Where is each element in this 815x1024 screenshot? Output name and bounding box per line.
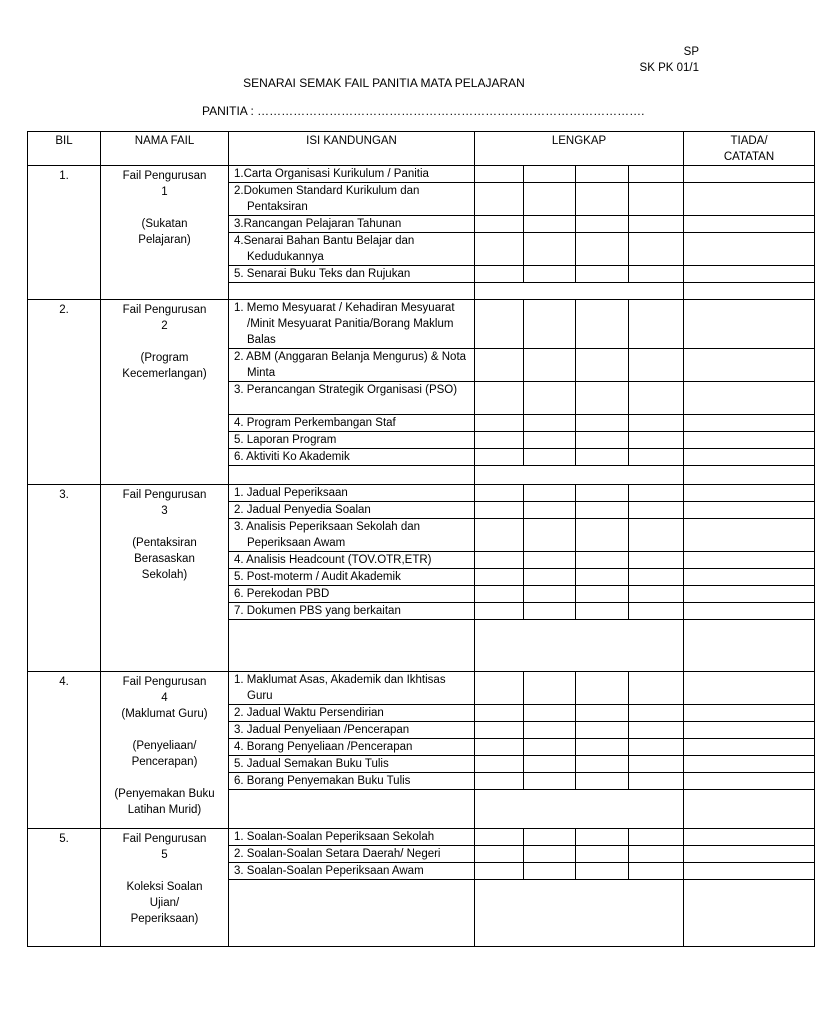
lengkap-check-cell[interactable] [475, 739, 524, 756]
file-description-line: Berasaskan [134, 553, 195, 565]
content-item-text: 5. Jadual Semakan Buku Tulis [234, 758, 389, 770]
content-item [229, 756, 475, 773]
lengkap-check-cell[interactable] [475, 183, 524, 216]
catatan-cell[interactable] [684, 449, 815, 466]
file-description [101, 786, 228, 818]
lengkap-check-cell[interactable] [524, 183, 576, 216]
file-name-line: 1 [161, 186, 168, 198]
checklist-body [28, 166, 815, 947]
lengkap-check-cell[interactable] [475, 502, 524, 519]
section-file-name [101, 166, 229, 300]
lengkap-check-cell[interactable] [576, 382, 629, 415]
section-file-name [101, 300, 229, 485]
content-item [229, 382, 475, 415]
content-item [229, 485, 475, 502]
lengkap-check-cell[interactable] [629, 266, 684, 283]
lengkap-check-cell[interactable] [629, 829, 684, 846]
content-item [229, 586, 475, 603]
lengkap-check-cell[interactable] [524, 773, 576, 790]
content-item [229, 863, 475, 880]
spacer-catatan-cell [684, 790, 815, 829]
lengkap-check-cell[interactable] [524, 672, 576, 705]
lengkap-check-cell[interactable] [629, 863, 684, 880]
content-item [229, 773, 475, 790]
lengkap-check-cell[interactable] [629, 773, 684, 790]
content-item-text: 3.Rancangan Pelajaran Tahunan [234, 218, 402, 230]
lengkap-check-cell[interactable] [576, 672, 629, 705]
content-item-text: 1. Maklumat Asas, Akademik dan Ikhtisas Guru [234, 674, 446, 702]
file-name-line: 2 [161, 320, 168, 332]
lengkap-check-cell[interactable] [475, 449, 524, 466]
content-item [229, 349, 475, 382]
file-name-line: 4 [161, 692, 168, 704]
lengkap-check-cell[interactable] [475, 863, 524, 880]
checklist-item-row [28, 300, 815, 349]
lengkap-check-cell[interactable] [629, 432, 684, 449]
content-item-text: 5. Laporan Program [234, 434, 337, 446]
file-description-line: (Penyemakan Buku [114, 788, 215, 800]
lengkap-check-cell[interactable] [576, 756, 629, 773]
content-item-text: 1. Soalan-Soalan Peperiksaan Sekolah [234, 831, 435, 843]
lengkap-check-cell[interactable] [629, 569, 684, 586]
lengkap-check-cell[interactable] [524, 569, 576, 586]
catatan-cell[interactable] [684, 672, 815, 705]
lengkap-check-cell[interactable] [475, 672, 524, 705]
lengkap-check-cell[interactable] [475, 519, 524, 552]
lengkap-check-cell[interactable] [475, 705, 524, 722]
content-item [229, 846, 475, 863]
lengkap-check-cell[interactable] [576, 233, 629, 266]
lengkap-check-cell[interactable] [524, 216, 576, 233]
lengkap-check-cell[interactable] [475, 773, 524, 790]
lengkap-check-cell[interactable] [629, 449, 684, 466]
catatan-cell[interactable] [684, 349, 815, 382]
lengkap-check-cell[interactable] [576, 485, 629, 502]
spacer-lengkap-cell [475, 880, 684, 947]
content-item-text: 2. Jadual Waktu Persendirian [234, 707, 384, 719]
lengkap-check-cell[interactable] [629, 586, 684, 603]
content-item-text: 2. Soalan-Soalan Setara Daerah/ Negeri [234, 848, 441, 860]
lengkap-check-cell[interactable] [629, 705, 684, 722]
content-item [229, 415, 475, 432]
lengkap-check-cell[interactable] [524, 502, 576, 519]
file-name-line: Fail Pengurusan [122, 676, 207, 688]
spacer-isi-cell [229, 466, 475, 485]
lengkap-check-cell[interactable] [524, 722, 576, 739]
lengkap-check-cell[interactable] [475, 300, 524, 349]
section-number: 5. [28, 829, 101, 947]
content-item [229, 722, 475, 739]
panitia-field: PANITIA : ……………………………………………………………………………………. [202, 104, 645, 118]
lengkap-check-cell[interactable] [576, 166, 629, 183]
content-item [229, 300, 475, 349]
lengkap-check-cell[interactable] [524, 432, 576, 449]
content-item-text: 4. Program Perkembangan Staf [234, 417, 396, 429]
lengkap-check-cell[interactable] [524, 300, 576, 349]
content-item-text: 1. Memo Mesyuarat / Kehadiran Mesyuarat /Minit Mesyuarat Panitia/Borang Maklum Balas [234, 302, 455, 346]
lengkap-check-cell[interactable] [524, 349, 576, 382]
lengkap-check-cell[interactable] [524, 586, 576, 603]
spacer-isi-cell [229, 620, 475, 672]
lengkap-check-cell[interactable] [524, 705, 576, 722]
lengkap-check-cell[interactable] [576, 603, 629, 620]
catatan-cell[interactable] [684, 569, 815, 586]
lengkap-check-cell[interactable] [629, 183, 684, 216]
lengkap-check-cell[interactable] [524, 166, 576, 183]
lengkap-check-cell[interactable] [576, 773, 629, 790]
content-item [229, 166, 475, 183]
file-description [101, 879, 228, 927]
lengkap-check-cell[interactable] [475, 722, 524, 739]
lengkap-check-cell[interactable] [576, 415, 629, 432]
lengkap-check-cell[interactable] [576, 552, 629, 569]
lengkap-check-cell[interactable] [524, 449, 576, 466]
lengkap-check-cell[interactable] [576, 586, 629, 603]
file-description-line: Latihan Murid) [127, 804, 202, 816]
lengkap-check-cell[interactable] [629, 519, 684, 552]
lengkap-check-cell[interactable] [629, 233, 684, 266]
lengkap-check-cell[interactable] [475, 829, 524, 846]
content-item-text: 3. Jadual Penyeliaan /Pencerapan [234, 724, 410, 736]
content-item-text: 4. Borang Penyeliaan /Pencerapan [234, 741, 413, 753]
file-name-line: (Maklumat Guru) [121, 708, 208, 720]
lengkap-check-cell[interactable] [475, 166, 524, 183]
checklist-item-row [28, 485, 815, 502]
catatan-cell[interactable] [684, 300, 815, 349]
header-isi-kandungan: ISI KANDUNGAN [229, 132, 475, 166]
lengkap-check-cell[interactable] [629, 216, 684, 233]
form-code-line2: SK PK 01/1 [639, 62, 699, 74]
file-name-line: Fail Pengurusan [122, 170, 207, 182]
content-item-text: 3. Soalan-Soalan Peperiksaan Awam [234, 865, 424, 877]
catatan-cell[interactable] [684, 266, 815, 283]
file-description [101, 216, 228, 248]
lengkap-check-cell[interactable] [524, 382, 576, 415]
catatan-cell[interactable] [684, 705, 815, 722]
lengkap-check-cell[interactable] [475, 485, 524, 502]
lengkap-check-cell[interactable] [524, 266, 576, 283]
section-number: 1. [28, 166, 101, 300]
file-description-line: Kecemerlangan) [122, 368, 207, 380]
lengkap-check-cell[interactable] [629, 739, 684, 756]
content-item-text: 2.Dokumen Standard Kurikulum dan Pentaksiran [234, 185, 420, 213]
content-item-text: 4.Senarai Bahan Bantu Belajar dan Kedudukannya [234, 235, 415, 263]
header-tiada: TIADA/ [730, 135, 768, 147]
spacer-catatan-cell [684, 466, 815, 485]
header-lengkap: LENGKAP [475, 132, 684, 166]
catatan-cell[interactable] [684, 603, 815, 620]
file-name-line: Fail Pengurusan [122, 833, 207, 845]
lengkap-check-cell[interactable] [629, 382, 684, 415]
header-row [28, 132, 815, 166]
lengkap-check-cell[interactable] [629, 300, 684, 349]
lengkap-check-cell[interactable] [629, 166, 684, 183]
file-description-line: Koleksi Soalan [126, 881, 203, 893]
lengkap-check-cell[interactable] [629, 756, 684, 773]
lengkap-check-cell[interactable] [524, 519, 576, 552]
content-item [229, 705, 475, 722]
form-code [640, 44, 699, 76]
lengkap-check-cell[interactable] [629, 722, 684, 739]
lengkap-check-cell[interactable] [475, 266, 524, 283]
lengkap-check-cell[interactable] [475, 552, 524, 569]
content-item [229, 672, 475, 705]
content-item-text: 7. Dokumen PBS yang berkaitan [234, 605, 401, 617]
file-description-line: (Pentaksiran [132, 537, 197, 549]
lengkap-check-cell[interactable] [524, 233, 576, 266]
catatan-cell[interactable] [684, 829, 815, 846]
header-bil: BIL [28, 132, 101, 166]
lengkap-check-cell[interactable] [524, 415, 576, 432]
lengkap-check-cell[interactable] [475, 382, 524, 415]
content-item-text: 6. Aktiviti Ko Akademik [234, 451, 350, 463]
file-name-line: Fail Pengurusan [122, 489, 207, 501]
content-item-text: 5. Post-moterm / Audit Akademik [234, 571, 401, 583]
content-item-text: 2. Jadual Penyedia Soalan [234, 504, 371, 516]
content-item-text: 3. Perancangan Strategik Organisasi (PSO) [234, 384, 458, 396]
lengkap-check-cell[interactable] [475, 846, 524, 863]
content-item [229, 449, 475, 466]
catatan-cell[interactable] [684, 586, 815, 603]
lengkap-check-cell[interactable] [629, 672, 684, 705]
section-number: 3. [28, 485, 101, 672]
lengkap-check-cell[interactable] [524, 829, 576, 846]
section-number: 2. [28, 300, 101, 485]
lengkap-check-cell[interactable] [629, 846, 684, 863]
spacer-lengkap-cell [475, 283, 684, 300]
catatan-cell[interactable] [684, 415, 815, 432]
spacer-lengkap-cell [475, 466, 684, 485]
file-description-line: Pelajaran) [138, 234, 191, 246]
lengkap-check-cell[interactable] [576, 829, 629, 846]
lengkap-check-cell[interactable] [524, 552, 576, 569]
lengkap-check-cell[interactable] [629, 349, 684, 382]
content-item-text: 6. Borang Penyemakan Buku Tulis [234, 775, 411, 787]
header-tiada-catatan [684, 132, 815, 166]
content-item-text: 6. Perekodan PBD [234, 588, 330, 600]
section-file-name [101, 485, 229, 672]
catatan-cell[interactable] [684, 382, 815, 415]
lengkap-check-cell[interactable] [475, 432, 524, 449]
file-description [101, 535, 228, 583]
checklist-item-row [28, 829, 815, 846]
spacer-isi-cell [229, 283, 475, 300]
content-item [229, 519, 475, 552]
lengkap-check-cell[interactable] [475, 756, 524, 773]
lengkap-check-cell[interactable] [629, 502, 684, 519]
lengkap-check-cell[interactable] [524, 603, 576, 620]
lengkap-check-cell[interactable] [576, 846, 629, 863]
content-item [229, 569, 475, 586]
content-item-text: 2. ABM (Anggaran Belanja Mengurus) & Nota Minta [234, 351, 467, 379]
lengkap-check-cell[interactable] [576, 739, 629, 756]
catatan-cell[interactable] [684, 216, 815, 233]
lengkap-check-cell[interactable] [475, 586, 524, 603]
section-file-name [101, 672, 229, 829]
lengkap-check-cell[interactable] [629, 552, 684, 569]
lengkap-check-cell[interactable] [576, 183, 629, 216]
catatan-cell[interactable] [684, 519, 815, 552]
lengkap-check-cell[interactable] [524, 756, 576, 773]
section-number: 4. [28, 672, 101, 829]
lengkap-check-cell[interactable] [475, 216, 524, 233]
file-description-line: Peperiksaan) [130, 913, 199, 925]
lengkap-check-cell[interactable] [576, 519, 629, 552]
lengkap-check-cell[interactable] [475, 233, 524, 266]
header-catatan: CATATAN [723, 151, 775, 163]
catatan-cell[interactable] [684, 863, 815, 880]
file-description [101, 738, 228, 770]
form-code-line1: SP [683, 46, 699, 58]
lengkap-check-cell[interactable] [576, 502, 629, 519]
spacer-catatan-cell [684, 283, 815, 300]
file-name-line: Fail Pengurusan [122, 304, 207, 316]
spacer-lengkap-cell [475, 790, 684, 829]
spacer-isi-cell [229, 880, 475, 947]
content-item-text: 5. Senarai Buku Teks dan Rujukan [234, 268, 411, 280]
file-description-line: (Penyeliaan/ [132, 740, 197, 752]
catatan-cell[interactable] [684, 166, 815, 183]
lengkap-check-cell[interactable] [475, 349, 524, 382]
lengkap-check-cell[interactable] [629, 485, 684, 502]
lengkap-check-cell[interactable] [576, 705, 629, 722]
lengkap-check-cell[interactable] [524, 485, 576, 502]
file-description-line: (Program [140, 352, 189, 364]
lengkap-check-cell[interactable] [576, 863, 629, 880]
section-file-name [101, 829, 229, 947]
checklist-table [27, 131, 815, 947]
lengkap-check-cell[interactable] [629, 603, 684, 620]
catatan-cell[interactable] [684, 502, 815, 519]
content-item [229, 603, 475, 620]
file-name-line: 5 [161, 849, 168, 861]
lengkap-check-cell[interactable] [524, 863, 576, 880]
content-item [229, 216, 475, 233]
lengkap-check-cell[interactable] [576, 449, 629, 466]
file-description-line: (Sukatan [141, 218, 188, 230]
catatan-cell[interactable] [684, 756, 815, 773]
catatan-cell[interactable] [684, 233, 815, 266]
content-item-text: 1. Jadual Peperiksaan [234, 487, 348, 499]
content-item [229, 233, 475, 266]
content-item [229, 183, 475, 216]
lengkap-check-cell[interactable] [576, 432, 629, 449]
spacer-lengkap-cell [475, 620, 684, 672]
catatan-cell[interactable] [684, 739, 815, 756]
file-description [101, 350, 228, 382]
checklist-item-row [28, 672, 815, 705]
file-name-line: 3 [161, 505, 168, 517]
catatan-cell[interactable] [684, 846, 815, 863]
content-item-text: 1.Carta Organisasi Kurikulum / Panitia [234, 168, 429, 180]
catatan-cell[interactable] [684, 485, 815, 502]
catatan-cell[interactable] [684, 552, 815, 569]
catatan-cell[interactable] [684, 722, 815, 739]
lengkap-check-cell[interactable] [524, 739, 576, 756]
catatan-cell[interactable] [684, 773, 815, 790]
lengkap-check-cell[interactable] [629, 415, 684, 432]
spacer-catatan-cell [684, 880, 815, 947]
lengkap-check-cell[interactable] [576, 216, 629, 233]
content-item [229, 829, 475, 846]
lengkap-check-cell[interactable] [475, 569, 524, 586]
spacer-catatan-cell [684, 620, 815, 672]
content-item [229, 552, 475, 569]
content-item [229, 502, 475, 519]
content-item [229, 266, 475, 283]
content-item-text: 4. Analisis Headcount (TOV.OTR,ETR) [234, 554, 432, 566]
checklist-item-row [28, 166, 815, 183]
content-item [229, 432, 475, 449]
file-description-line: Pencerapan) [131, 756, 198, 768]
lengkap-check-cell[interactable] [576, 569, 629, 586]
lengkap-check-cell[interactable] [524, 846, 576, 863]
file-description-line: Sekolah) [141, 569, 188, 581]
content-item-text: 3. Analisis Peperiksaan Sekolah dan Peperiksaan Awam [234, 521, 421, 549]
catatan-cell[interactable] [684, 183, 815, 216]
page-title: SENARAI SEMAK FAIL PANITIA MATA PELAJARAN [243, 76, 525, 90]
lengkap-check-cell[interactable] [475, 603, 524, 620]
lengkap-check-cell[interactable] [576, 300, 629, 349]
lengkap-check-cell[interactable] [576, 349, 629, 382]
lengkap-check-cell[interactable] [475, 415, 524, 432]
catatan-cell[interactable] [684, 432, 815, 449]
header-nama-fail: NAMA FAIL [101, 132, 229, 166]
lengkap-check-cell[interactable] [576, 722, 629, 739]
file-description-line: Ujian/ [149, 897, 180, 909]
spacer-isi-cell [229, 790, 475, 829]
lengkap-check-cell[interactable] [576, 266, 629, 283]
content-item [229, 739, 475, 756]
